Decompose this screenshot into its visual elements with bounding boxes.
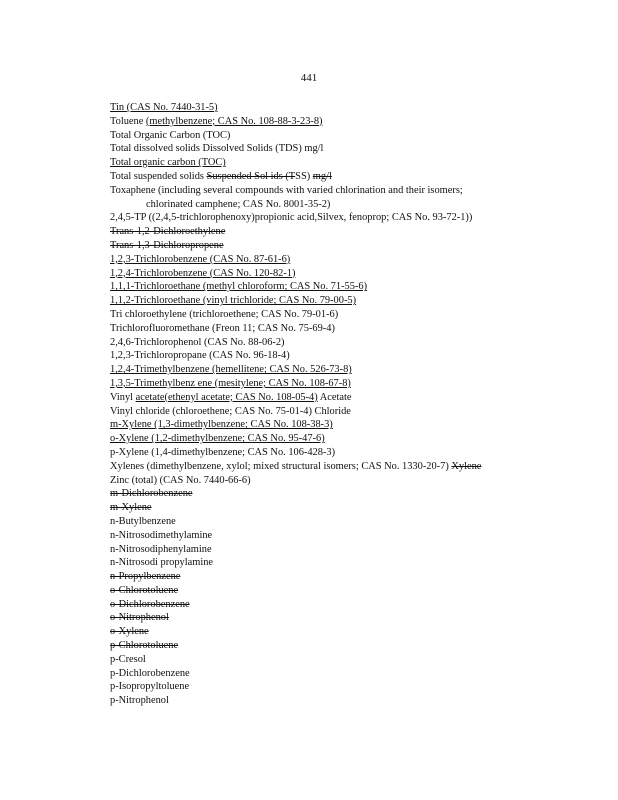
substance-list — [110, 101, 540, 708]
text-run-underlined: 1,1,1-Trichloroethane (methyl chloroform; CAS No. 71-55-6) — [110, 281, 368, 293]
list-line — [110, 639, 540, 653]
text-run: Total dissolved solids Dissolved Solids (TDS) mg/l — [110, 143, 324, 155]
text-run-struck: n-Propylbenzene — [110, 571, 181, 583]
text-run-struck: mg/l — [312, 170, 332, 182]
list-line — [110, 460, 540, 474]
text-run-underlined: 1,2,4-Trichlorobenzene (CAS No. 120-82-1) — [110, 267, 296, 279]
list-line — [110, 280, 540, 294]
text-run: Toluene — [110, 115, 146, 127]
list-line — [110, 253, 540, 267]
text-run: n-Nitrosodi propylamine — [110, 557, 214, 569]
text-run: SS) — [295, 170, 313, 182]
text-run: p-Isopropyltoluene — [110, 681, 190, 693]
text-run: Total Organic Carbon (TOC) — [110, 129, 231, 141]
text-run-struck: Trans-1,2-Dichloroethylene — [110, 226, 226, 238]
list-line — [110, 543, 540, 557]
list-line — [110, 115, 540, 129]
text-run-underlined: (CAS No. 7440-31-5) — [126, 102, 218, 113]
list-line — [110, 142, 540, 156]
list-line — [110, 101, 540, 115]
text-run-struck: Trans-1,3-Dichloropropene — [110, 239, 224, 251]
list-line-continuation — [110, 198, 540, 212]
text-run-struck: Suspended Sol ids (T — [206, 170, 296, 182]
text-run: Trichlorofluoromethane (Freon 11; CAS No. 75-69-4) — [110, 322, 335, 334]
list-line — [110, 129, 540, 143]
text-run-underlined: Total organic carbon (TOC) — [110, 157, 226, 169]
list-line — [110, 377, 540, 391]
list-line — [110, 584, 540, 598]
text-run: p-Xylene (1,4-dimethylbenzene; CAS No. 106-428-3) — [110, 446, 336, 458]
text-run: p-Nitrophenol — [110, 695, 169, 707]
text-run-struck: o-Chlorotoluene — [110, 584, 179, 596]
text-run: chlorinated camphene; CAS No. 8001-35-2) — [146, 198, 331, 210]
list-line — [110, 336, 540, 350]
text-run-struck: o-Nitrophenol — [110, 612, 169, 624]
text-run-struck: o-Dichlorobenzene — [110, 598, 190, 610]
text-run: Tin — [110, 102, 127, 113]
text-run-struck: m-Xylene — [110, 502, 152, 514]
list-line — [110, 432, 540, 446]
list-line — [110, 156, 540, 170]
list-line — [110, 556, 540, 570]
text-run: Xylenes (dimethylbenzene, xylol; mixed structural isomers; CAS No. 1330-20-7) — [110, 460, 452, 472]
list-line — [110, 446, 540, 460]
text-run: Vinyl — [110, 391, 136, 403]
list-line — [110, 184, 540, 198]
list-line — [110, 239, 540, 253]
text-run: Vinyl chloride (chloroethene; CAS No. 75-01-4) Chloride — [110, 405, 351, 417]
list-line — [110, 418, 540, 432]
text-run: 2,4,6-Trichlorophenol (CAS No. 88-06-2) — [110, 336, 285, 348]
list-line — [110, 225, 540, 239]
text-run-struck: Xylene — [451, 460, 482, 472]
list-line — [110, 598, 540, 612]
list-line — [110, 487, 540, 501]
list-line — [110, 625, 540, 639]
text-run: n-Nitrosodimethylamine — [110, 529, 213, 541]
list-line — [110, 294, 540, 308]
list-line — [110, 680, 540, 694]
text-run: p-Cresol — [110, 653, 146, 665]
text-run: Total suspended solids — [110, 170, 207, 182]
text-run: n-Nitrosodiphenylamine — [110, 543, 212, 555]
text-run: Zinc (total) (CAS No. 7440-66-6) — [110, 474, 251, 486]
text-run-struck: o-Xylene — [110, 626, 149, 638]
list-line — [110, 267, 540, 281]
text-run-underlined: acetate(ethenyl acetate; CAS No. 108-05-4) — [135, 391, 318, 403]
text-run: Tri chloroethylene (trichloroethene; CAS No. 79-01-6) — [110, 308, 339, 320]
list-line — [110, 515, 540, 529]
list-line — [110, 653, 540, 667]
list-line — [110, 363, 540, 377]
list-line — [110, 211, 540, 225]
text-run-struck: p-Chlorotoluene — [110, 640, 179, 652]
text-run: 1,2,3-Trichloropropane (CAS No. 96-18-4) — [110, 350, 290, 362]
list-line — [110, 570, 540, 584]
list-line — [110, 474, 540, 488]
text-run-underlined: (methylbenzene; CAS No. 108-88-3-23-8) — [145, 115, 323, 127]
text-run-underlined: 1,3,5-Trimethylbenz ene (mesitylene; CAS No. 108-67-8) — [110, 377, 351, 389]
text-run: Toxaphene (including several compounds with varied chlorination and their isomers; — [110, 184, 463, 196]
list-line — [110, 308, 540, 322]
list-line — [110, 611, 540, 625]
list-line — [110, 349, 540, 363]
list-line — [110, 501, 540, 515]
list-line — [110, 170, 540, 184]
text-run-struck: m-Dichlorobenzene — [110, 488, 193, 500]
text-run-underlined: o-Xylene (1,2-dimethylbenzene; CAS No. 95-47-6) — [110, 433, 325, 445]
list-line — [110, 405, 540, 419]
page-number: 441 — [300, 72, 318, 84]
list-line — [110, 529, 540, 543]
text-run-underlined: 1,2,4-Trimethylbenzene (hemellitene; CAS No. 526-73-8) — [110, 364, 352, 376]
text-run-underlined: m-Xylene (1,3-dimethylbenzene; CAS No. 108-38-3) — [110, 419, 333, 431]
text-run: n-Butylbenzene — [110, 515, 176, 527]
text-run: p-Dichlorobenzene — [110, 667, 190, 679]
text-run-underlined: 1,1,2-Trichloroethane (vinyl trichloride; CAS No. 79-00-5) — [110, 295, 357, 307]
list-line — [110, 391, 540, 405]
text-run: Acetate — [317, 391, 352, 403]
text-run-underlined: 1,2,3-Trichlorobenzene (CAS No. 87-61-6) — [110, 253, 291, 265]
list-line — [110, 694, 540, 708]
list-line — [110, 667, 540, 681]
text-run: 2,4,5-TP ((2,4,5-trichlorophenoxy)propionic acid,Silvex, fenoprop; CAS No. 93-72-1)) — [110, 212, 473, 224]
list-line — [110, 322, 540, 336]
